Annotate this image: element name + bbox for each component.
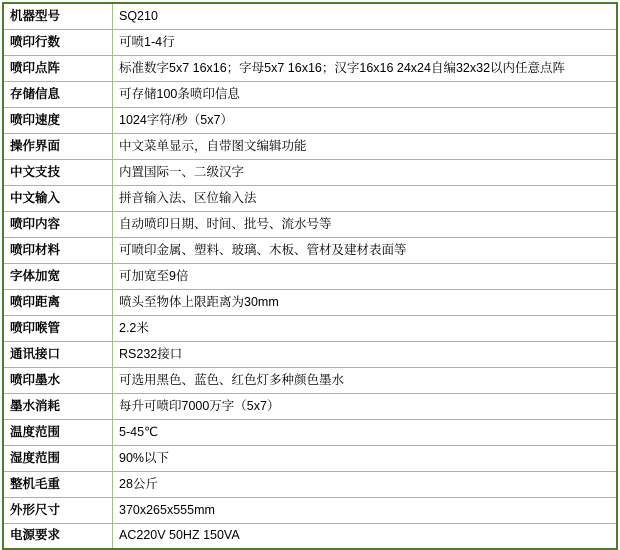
spec-value: 内置国际一、二级汉字 [113,159,618,185]
spec-label: 墨水消耗 [3,393,113,419]
spec-label: 存储信息 [3,81,113,107]
spec-value: 标准数字5x7 16x16；字母5x7 16x16；汉字16x16 24x24自编32x32以内任意点阵 [113,55,618,81]
specification-table-body [3,3,617,549]
spec-label: 通讯接口 [3,341,113,367]
spec-value: 拼音输入法、区位输入法 [113,185,618,211]
table-row [3,471,617,497]
spec-label: 喷印速度 [3,107,113,133]
table-row [3,263,617,289]
table-row [3,185,617,211]
table-row [3,367,617,393]
spec-value: 370x265x555mm [113,497,618,523]
table-row [3,237,617,263]
table-row [3,3,617,29]
spec-value: 自动喷印日期、时间、批号、流水号等 [113,211,618,237]
spec-label: 喷印墨水 [3,367,113,393]
spec-label: 喷印行数 [3,29,113,55]
spec-label: 中文支技 [3,159,113,185]
spec-value: 5-45℃ [113,419,618,445]
spec-value: 每升可喷印7000万字（5x7） [113,393,618,419]
table-row [3,133,617,159]
spec-value: 可选用黑色、蓝色、红色灯多种颜色墨水 [113,367,618,393]
spec-value: 可喷1-4行 [113,29,618,55]
table-row [3,289,617,315]
table-row [3,341,617,367]
table-row [3,445,617,471]
table-row [3,55,617,81]
spec-value: AC220V 50HZ 150VA [113,523,618,549]
table-row [3,315,617,341]
spec-value: 中文菜单显示，自带图文编辑功能 [113,133,618,159]
spec-value: 可加宽至9倍 [113,263,618,289]
spec-label: 喷印内容 [3,211,113,237]
spec-value: SQ210 [113,3,618,29]
specification-table [2,2,618,550]
table-row [3,419,617,445]
table-row [3,29,617,55]
table-row [3,159,617,185]
spec-value: 喷头至物体上限距离为30mm [113,289,618,315]
spec-label: 喷印材料 [3,237,113,263]
spec-label: 电源要求 [3,523,113,549]
spec-label: 喷印喉管 [3,315,113,341]
table-row [3,497,617,523]
spec-label: 湿度范围 [3,445,113,471]
table-row [3,81,617,107]
spec-value: RS232接口 [113,341,618,367]
spec-label: 喷印点阵 [3,55,113,81]
table-row [3,211,617,237]
spec-label: 中文输入 [3,185,113,211]
spec-label: 操作界面 [3,133,113,159]
spec-label: 整机毛重 [3,471,113,497]
spec-label: 机器型号 [3,3,113,29]
spec-value: 90%以下 [113,445,618,471]
table-row [3,107,617,133]
spec-label: 字体加宽 [3,263,113,289]
spec-label: 温度范围 [3,419,113,445]
spec-label: 喷印距离 [3,289,113,315]
table-row [3,393,617,419]
spec-value: 1024字符/秒（5x7） [113,107,618,133]
spec-value: 2.2米 [113,315,618,341]
spec-value: 可存储100条喷印信息 [113,81,618,107]
table-row [3,523,617,549]
spec-value: 可喷印金属、塑料、玻璃、木板、管材及建材表面等 [113,237,618,263]
spec-label: 外形尺寸 [3,497,113,523]
spec-value: 28公斤 [113,471,618,497]
